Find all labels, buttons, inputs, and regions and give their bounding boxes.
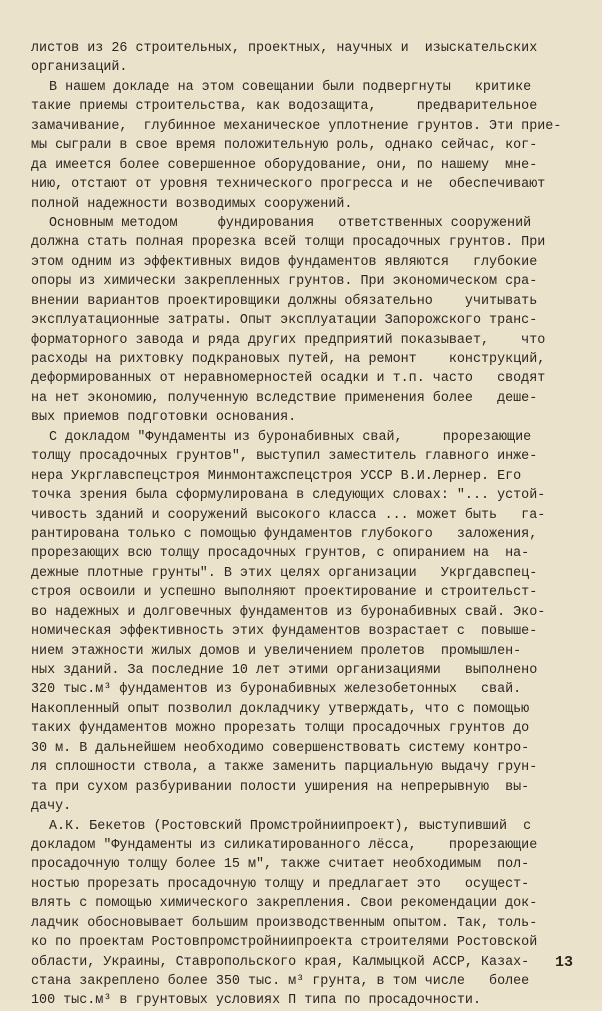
text-line: форматорного завода и ряда других предприятий показывает, что <box>31 332 546 348</box>
text-line: толщу просадочных грунтов", выступил заместитель главного инже- <box>31 449 538 465</box>
text-line: ладчик обосновывает большим производственным опытом. Так, толь- <box>31 915 538 931</box>
text-line: дежные плотные грунты". В этих целях организации Укргдавспец- <box>31 565 538 581</box>
text-line: внении вариантов проектировщики должны обязательно учитывать <box>31 293 538 309</box>
text-line: чивость зданий и сооружений высокого класса ... может быть га- <box>31 507 546 523</box>
text-line: нию, отстают от уровня технического прогресса и не обеспечивают <box>31 177 546 193</box>
text-line: организаций. <box>31 60 128 76</box>
paragraph <box>31 428 571 817</box>
text-line: вых приемов подготовки основания. <box>31 410 297 426</box>
text-line: 100 тыс.м³ в грунтовых условиях П типа по просадочности. <box>31 993 481 1009</box>
text-line: Основным методом фундирования ответственных сооружений <box>49 215 532 231</box>
text-line: эксплуатационные затраты. Опыт эксплуатации Запорожского транс- <box>31 313 538 329</box>
text-line: расходы на рихтовку подкрановых путей, на ремонт конструкций, <box>31 352 546 367</box>
text-line: 320 тыс.м³ фундаментов из буронабивных железобетонных свай. <box>31 682 522 698</box>
text-line: полной надежности возводимых сооружений. <box>31 196 353 212</box>
text-line: докладом "Фундаменты из силикатированного лёсса, прорезающие <box>31 837 538 853</box>
paragraph <box>31 39 571 78</box>
text-line: деформированных от неравномерностей осадки и т.п. часто сводят <box>31 371 546 387</box>
text-line: такие приемы строительства, как водозащита, предварительное <box>31 99 538 115</box>
text-line: опоры из химически закрепленных грунтов. При экономическом сра- <box>31 274 538 290</box>
text-line: В нашем докладе на этом совещании были подвергнуты критике <box>49 79 532 95</box>
text-line: во надежных и долговечных фундаментов из буронабивных свай. Эко- <box>31 604 546 620</box>
text-line: А.К. Бекетов (Ростовский Промстройниипроект), выступивший с <box>49 818 532 834</box>
paragraph <box>31 78 571 214</box>
text-line: да имеется более совершенное оборудование, они, по нашему мне- <box>31 157 538 173</box>
text-line: замачивание, глубинное механическое уплотнение грунтов. Эти прие- <box>31 118 562 134</box>
text-line: нием этажности жилых домов и увеличением пролетов промышлен- <box>31 643 522 659</box>
text-line: этом одним из эффективных видов фундаментов являются глубокие <box>31 254 538 270</box>
text-line: области, Украины, Ставропольского края, Калмыцкой АССР, Казах- <box>31 954 530 970</box>
text-line: на нет экономию, полученную вследствие применения более деше- <box>31 390 538 406</box>
text-line: стана закреплено более 350 тыс. м³ грунта, в том числе более <box>31 974 530 989</box>
body-text <box>31 39 574 1011</box>
text-line: влять с помощью химического закрепления. Свои рекомендации док- <box>31 896 538 912</box>
text-line: строя освоили и успешно выполняют проектирование и строительст- <box>31 585 538 601</box>
text-line: ко по проектам Ростовпромстройниипроекта строителями Ростовской <box>31 935 538 951</box>
text-line: мы сыграли в свое время положительную роль, однако сейчас, ког- <box>31 138 538 154</box>
text-line: С докладом "Фундаменты из буронабивных свай, прорезающие <box>49 429 532 445</box>
text-line: просадочную толщу более 15 м", также считает необходимым пол- <box>31 857 530 873</box>
text-line: дачу. <box>31 799 72 815</box>
page-number: 13 <box>555 954 574 971</box>
text-line: листов из 26 строительных, проектных, научных и изыскательских <box>31 41 538 56</box>
text-line: ных зданий. За последние 10 лет этими организациями выполнено <box>31 663 538 678</box>
text-line: рантирована только с помощью фундаментов глубокого заложения, <box>31 526 538 542</box>
text-line: таких фундаментов можно прорезать толщи просадочных грунтов до <box>31 721 530 737</box>
paragraph <box>31 214 571 428</box>
text-line: должна стать полная прорезка всей толщи просадочных грунтов. При <box>31 235 546 251</box>
text-line: ля сплошности ствола, а также заменить парциальную выдачу грун- <box>31 760 538 776</box>
text-line: нера Укрглавспецстроя Минмонтажспецстроя УССР В.И.Лернер. Его <box>31 468 522 484</box>
text-line: Накопленный опыт позволил докладчику утверждать, что с помощью <box>31 701 530 717</box>
text-line: прорезающих всю толщу просадочных грунтов, с опиранием на на- <box>31 546 530 562</box>
text-line: 30 м. В дальнейшем необходимо совершенствовать систему контро- <box>31 740 530 756</box>
text-line: точка зрения была сформулирована в следующих словах: "... устой- <box>31 488 546 504</box>
text-line: ностью прорезать просадочную толщу и предлагает это осущест- <box>31 876 530 892</box>
paragraph <box>31 817 574 1011</box>
text-line: номическая эффективность этих фундаментов возрастает с повыше- <box>31 624 538 640</box>
text-line: та при сухом разбуривании полости уширения на непрерывную вы- <box>31 779 530 795</box>
